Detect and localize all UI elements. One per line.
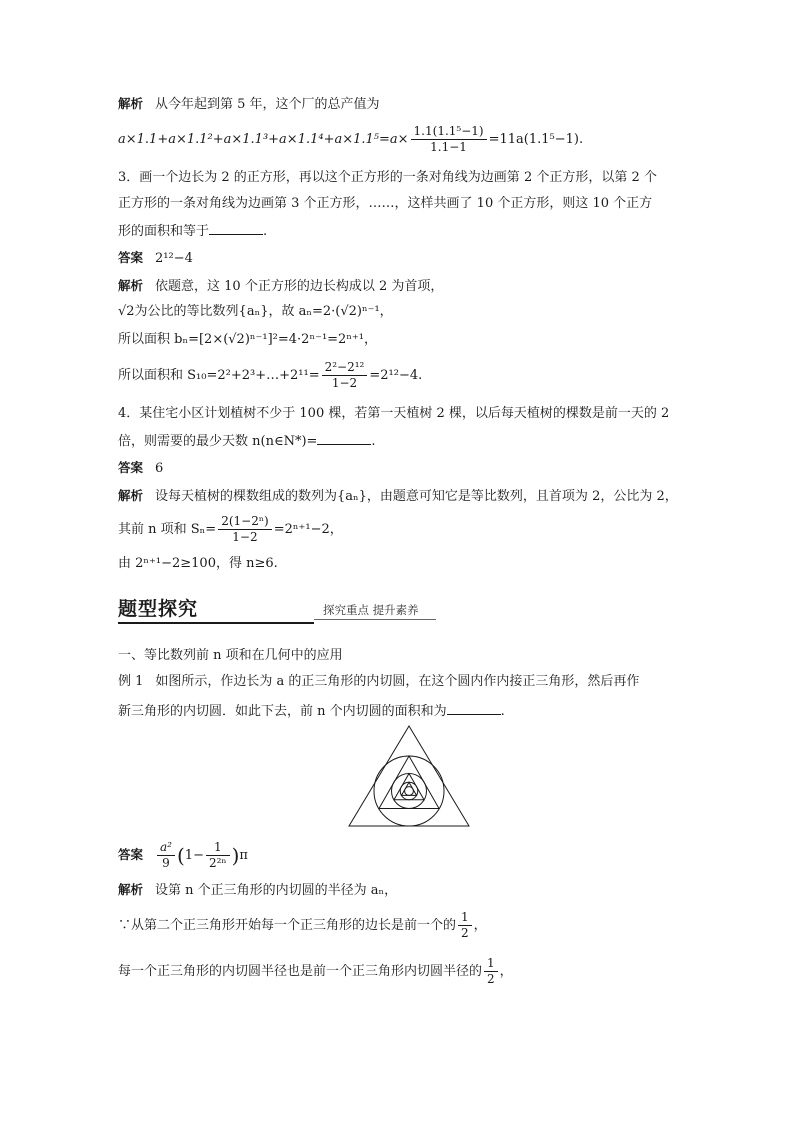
fraction-denominator: 2 bbox=[487, 972, 495, 986]
solution-line bbox=[118, 486, 678, 507]
solution-text: 设第 n 个正三角形的内切圆的半径为 aₙ， bbox=[155, 883, 398, 898]
answer-line bbox=[118, 840, 248, 871]
fraction-denominator: 1.1−1 bbox=[430, 140, 467, 154]
example-text: 新三角形的内切圆．如此下去，前 n 个内切圆的面积和为 bbox=[118, 704, 447, 719]
step-fraction bbox=[218, 514, 272, 545]
solution-step-3 bbox=[118, 956, 513, 987]
solution-label: 解析 bbox=[118, 278, 144, 293]
fraction-numerator: 1 bbox=[484, 956, 498, 972]
solution-line bbox=[118, 94, 380, 115]
circle-2 bbox=[392, 774, 427, 809]
fraction-numerator: 2²−2¹² bbox=[322, 360, 368, 376]
nested-triangle-circle-figure bbox=[346, 724, 472, 828]
fraction-denominator: 2²ⁿ bbox=[208, 856, 227, 870]
example-label: 例 1 bbox=[118, 674, 144, 689]
solution-line bbox=[118, 276, 443, 297]
example-text: 如图所示，作边长为 a 的正三角形的内切圆，在这个圆内作内接正三角形，然后再作 bbox=[155, 674, 640, 689]
question-3-end: . bbox=[263, 224, 268, 239]
solution-label: 解析 bbox=[118, 488, 144, 503]
formula-fraction bbox=[411, 124, 487, 155]
formula-rhs: =11a(1.1⁵−1). bbox=[488, 132, 584, 147]
step-text: 每一个正三角形的内切圆半径也是前一个正三角形内切圆半径的 bbox=[118, 964, 483, 979]
step-rhs: =2ⁿ⁺¹−2， bbox=[273, 522, 343, 537]
fraction-numerator: 1.1(1.1⁵−1) bbox=[411, 124, 487, 140]
step-fraction bbox=[458, 910, 472, 941]
answer-inner-post: π bbox=[239, 848, 248, 863]
section-title: 题型探究 bbox=[118, 598, 199, 620]
fraction-numerator: a² bbox=[157, 840, 175, 856]
answer-blank bbox=[447, 700, 501, 715]
step-text: ∵从第二个正三角形开始每一个正三角形的边长是前一个的 bbox=[118, 918, 457, 933]
solution-label: 解析 bbox=[118, 882, 144, 897]
question-3-line-1: 3．画一个边长为 2 的正方形，再以这个正方形的一条对角线为边画第 2 个正方形，以第 2 个 bbox=[118, 170, 657, 185]
fraction-numerator: 2(1−2ⁿ) bbox=[218, 514, 272, 530]
step-lhs: 其前 n 项和 Sₙ= bbox=[118, 522, 217, 537]
circle-3 bbox=[400, 782, 418, 800]
solution-label: 解析 bbox=[118, 96, 144, 111]
answer-value: 6 bbox=[155, 461, 164, 476]
topic-heading: 一、等比数列前 n 项和在几何中的应用 bbox=[118, 648, 343, 663]
solution-text: 从今年起到第 5 年，这个厂的总产值为 bbox=[155, 97, 380, 112]
example-end: . bbox=[500, 704, 505, 719]
solution-text: 设每天植树的棵数组成的数列为{aₙ}，由题意可知它是等比数列，且首项为 2，公比为 2， bbox=[155, 489, 678, 504]
fraction-numerator: 1 bbox=[458, 910, 472, 926]
answer-label: 答案 bbox=[118, 460, 144, 475]
step-fraction bbox=[322, 360, 368, 391]
solution-step-3: 所以面积 bₙ=[2×(√2)ⁿ⁻¹]²=4·2ⁿ⁻¹=2ⁿ⁺¹， bbox=[118, 332, 378, 347]
question-3-line-3 bbox=[118, 220, 267, 242]
formula-line bbox=[118, 124, 583, 155]
step-end: ， bbox=[473, 918, 487, 933]
step-lhs: 所以面积和 S₁₀=2²+2³+…+2¹¹= bbox=[118, 368, 320, 383]
solution-step-2: √2为公比的等比数列{aₙ}，故 aₙ=2·(√2)ⁿ⁻¹， bbox=[118, 304, 393, 319]
fraction-denominator: 1−2 bbox=[232, 530, 258, 544]
question-3-text: 形的面积和等于 bbox=[118, 224, 210, 239]
solution-step-3: 由 2ⁿ⁺¹−2≥100，得 n≥6. bbox=[118, 556, 278, 571]
section-divider-thin bbox=[314, 619, 436, 620]
solution-step-4 bbox=[118, 360, 422, 391]
fraction-denominator: 2 bbox=[461, 926, 469, 940]
fraction-denominator: 1−2 bbox=[331, 376, 358, 390]
step-end: ， bbox=[499, 964, 513, 979]
answer-inner-pre: 1− bbox=[184, 848, 204, 863]
example-line-2 bbox=[118, 700, 505, 722]
question-3-line-2: 正方形的一条对角线为边画第 3 个正方形，……，这样共画了 10 个正方形，则这 10 个正方 bbox=[118, 196, 653, 211]
right-paren: ) bbox=[231, 843, 240, 868]
solution-step-2 bbox=[118, 514, 343, 545]
fraction-numerator: 1 bbox=[206, 840, 230, 856]
solution-step-2 bbox=[118, 910, 487, 941]
question-4-line-2 bbox=[118, 430, 376, 452]
section-divider bbox=[118, 622, 314, 624]
answer-line bbox=[118, 248, 193, 269]
example-line-1 bbox=[118, 672, 639, 692]
fraction-denominator: 9 bbox=[162, 856, 170, 870]
answer-fraction bbox=[157, 840, 175, 871]
circle-1 bbox=[374, 756, 444, 826]
step-fraction bbox=[484, 956, 498, 987]
outer-triangle bbox=[349, 726, 469, 826]
formula-lhs: a×1.1+a×1.1²+a×1.1³+a×1.1⁴+a×1.1⁵=a× bbox=[118, 132, 409, 147]
answer-blank bbox=[317, 430, 371, 445]
inner-fraction bbox=[206, 840, 230, 871]
answer-label: 答案 bbox=[118, 847, 144, 862]
left-paren: ( bbox=[176, 843, 185, 868]
question-4-end: . bbox=[371, 434, 376, 449]
question-4-line-1: 4．某住宅小区计划植树不少于 100 棵，若第一天植树 2 棵，以后每天植树的棵数是前一天的 2 bbox=[118, 406, 670, 421]
answer-blank bbox=[209, 220, 263, 235]
circle-4 bbox=[405, 787, 414, 796]
section-subtitle: 探究重点 提升素养 bbox=[323, 603, 419, 617]
solution-text: 依题意，这 10 个正方形的边长构成以 2 为首项， bbox=[155, 279, 444, 294]
answer-label: 答案 bbox=[118, 250, 144, 265]
question-4-text: 倍，则需要的最少天数 n(n∈N*)= bbox=[118, 434, 318, 449]
solution-line bbox=[118, 880, 397, 901]
step-rhs: =2¹²−4. bbox=[369, 368, 423, 383]
answer-line bbox=[118, 458, 163, 479]
answer-value: 2¹²−4 bbox=[155, 251, 193, 266]
